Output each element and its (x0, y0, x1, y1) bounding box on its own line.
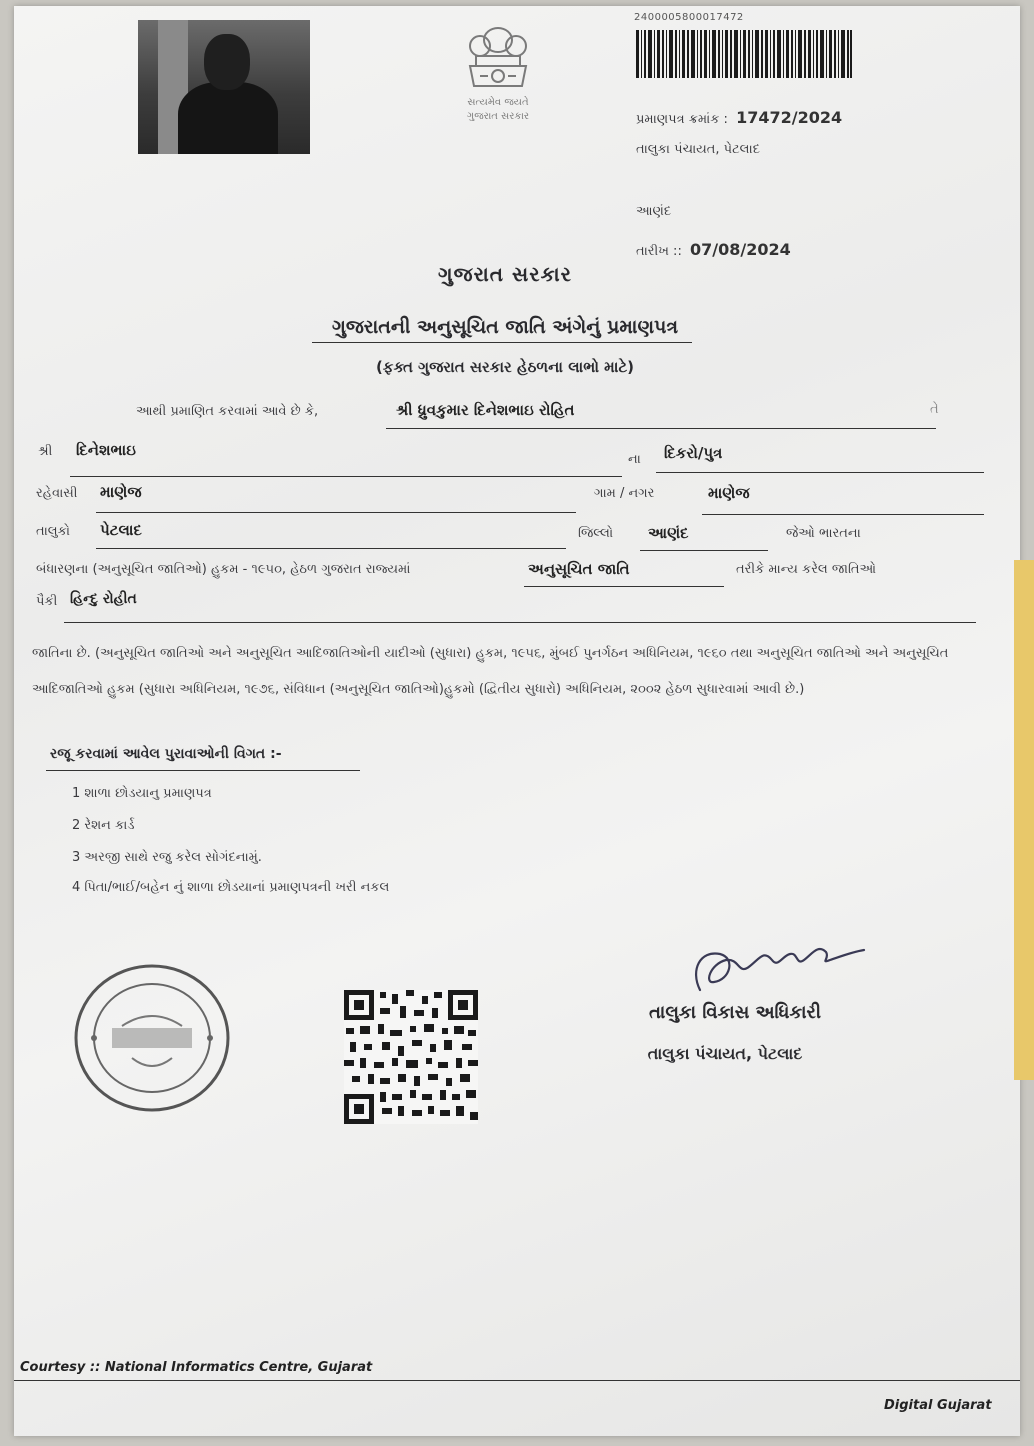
proofs-title: રજૂ કરવામાં આવેલ પુરાવાઓની વિગત :- (50, 746, 282, 762)
footer-divider (14, 1380, 1020, 1381)
document-subtitle: (ફક્ત ગુજરાત સરકાર હેઠળના લાભો માટે) (375, 358, 635, 376)
shri-label: શ્રી (38, 444, 53, 459)
date-row (636, 240, 791, 259)
district-value: આણંદ (648, 524, 689, 542)
document-heading: ગુજરાત સરકાર (438, 262, 572, 286)
emblem-caption: સત્યમેવ જયતે ગુજરાત સરકાર (466, 97, 530, 122)
order-text: બંધારણના (અનુસૂચિત જાતિઓ) હુકમ - ૧૯૫૦, હેઠળ ગુજરાત રાજ્યમાં (36, 562, 411, 577)
resident-label: રહેવાસી (36, 486, 78, 501)
issuing-office: તાલુકા પંચાયત, પેટલાદ (636, 142, 760, 157)
legal-paragraph: જાતિના છે. (અનુસૂચિત જાતિઓ અને અનુસૂચિત આદિજાતિઓની યાદીઓ (સુધારા) હુકમ, ૧૯૫૬, મુંબઈ પુનર્ગઠન અધિનિયમ, ૧૯૬૦ તથા અનુસૂચિત જાતિઓ અને અનુસૂચિત આદિજાતિઓ હુકમ (સુધારા અધિનિયમ, ૧૯૭૬, સંવિધાન (અનુસૂચિત જાતિઓ)હુકમો (દ્વિતીય સુધારો) અધિનિયમ, ૨૦૦૨ હેઠળ સુધારવામાં આવી છે.) (32, 646, 949, 697)
proof-item: 4 પિતા/ભાઈ/બહેન નું શાળા છોડયાનાં પ્રમાણપત્રની ખરી નકલ (72, 880, 390, 895)
certificate-sheet (14, 6, 1020, 1436)
document-title: ગુજરાતની અનુસૂચિત જાતિ અંગેનું પ્રમાણપત્ર (331, 316, 679, 338)
taluka-label: તાલુકો (36, 524, 71, 539)
date-value: 07/08/2024 (689, 240, 791, 259)
date-label: તારીખ :: (636, 244, 682, 259)
district-label: જિલ્લો (578, 526, 614, 541)
village-value: માણેજ (708, 484, 750, 502)
certificate-number-row (636, 108, 842, 127)
proof-item: 3 અરજી સાથે રજુ કરેલ સોગંદનામું. (72, 850, 262, 865)
certificate-number-value: 17472/2024 (736, 108, 843, 127)
barcode-number: 2400005800017472 (634, 12, 744, 23)
certify-text: આથી પ્રમાણિત કરવામાં આવે છે કે, (136, 404, 319, 419)
proof-item: 1 શાળા છોડયાનુ પ્રમાણપત્ર (72, 786, 212, 801)
place: આણંદ (636, 204, 672, 219)
village-label: ગામ / નગર (594, 486, 655, 501)
proof-item: 2 રેશન કાર્ડ (72, 818, 135, 833)
applicant-name: શ્રી ધ્રુવકુમાર દિનેશભાઇ રોહિત (396, 401, 575, 419)
resident-value: માણેજ (100, 483, 142, 501)
te-text: તે (930, 402, 939, 417)
officer-title: તાલુકા વિકાસ અધિકારી (648, 1002, 821, 1023)
jeo-text: જેઓ ભારતના (786, 526, 861, 541)
courtesy-text: Courtesy :: National Informatics Centre, Gujarat (20, 1360, 373, 1375)
certificate-number-label: પ્રમાણપત્ર ક્રમાંક : (636, 112, 728, 127)
among-label: પૈકી (36, 594, 58, 609)
qr-code-icon (344, 990, 478, 1124)
relation: દિકરો/પુત્ર (664, 444, 723, 462)
recognized-text: તરીકે માન્ય કરેલ જાતિઓ (736, 562, 877, 577)
officer-office: તાલુકા પંચાયત, પેટલાદ (647, 1044, 803, 1063)
na-label: ના (628, 452, 641, 467)
category-value: અનુસૂચિત જાતિ (528, 560, 630, 578)
parent-name: દિનેશભાઇ (76, 441, 136, 459)
applicant-photo (138, 20, 310, 154)
caste-value: હિન્દુ રોહીત (70, 591, 137, 607)
barcode-icon (636, 30, 852, 78)
taluka-value: પેટલાદ (100, 521, 142, 539)
office-seal-icon (72, 962, 232, 1114)
signature-icon (680, 930, 870, 1010)
background-stripe (1014, 560, 1034, 1080)
digital-gujarat-text: Digital Gujarat (884, 1398, 992, 1413)
